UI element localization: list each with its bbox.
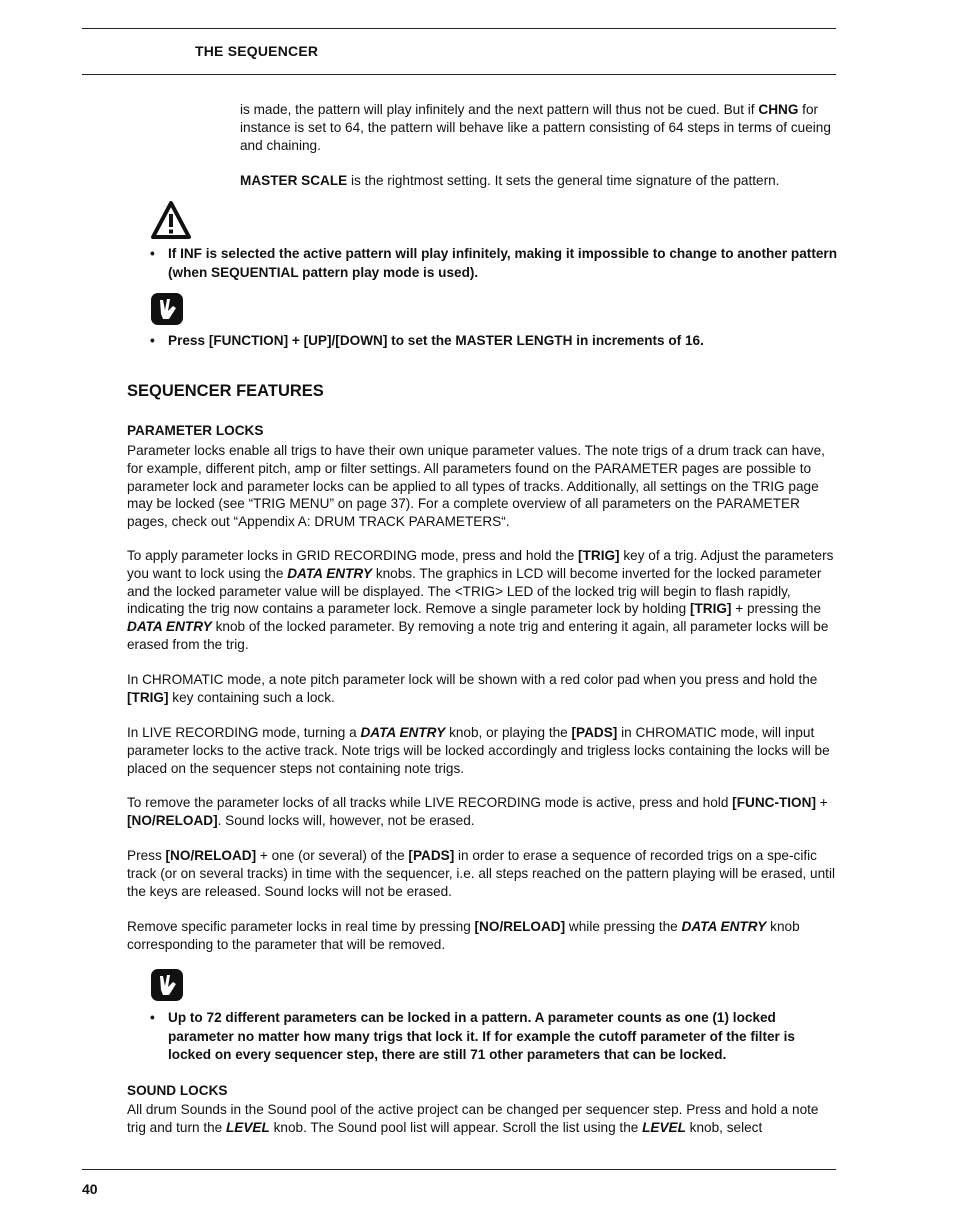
page-number: 40 xyxy=(82,1181,98,1197)
hand-note-icon xyxy=(150,968,184,1002)
hand-note-icon xyxy=(150,292,184,326)
subheading-parameter-locks: PARAMETER LOCKS xyxy=(127,423,264,438)
running-header: THE SEQUENCER xyxy=(195,43,319,59)
sound-locks-paragraph-1: All drum Sounds in the Sound pool of the active project can be changed per sequencer step. Press and hold a note trig and turn the LEVEL knob. The Sound pool list will appear. Scroll the list using the LEVEL knob, select xyxy=(127,1102,819,1135)
param-locks-paragraph-4: In LIVE RECORDING mode, turning a DATA ENTRY knob, or playing the [PADS] in CHROMATIC mode, will input parameter locks to the active track. Note trigs will be locked accordingly and trigless locks containing the locks will be placed on the sequencer steps not containing note trigs. xyxy=(127,725,830,776)
max-locks-note: • Up to 72 different parameters can be locked in a pattern. A parameter counts as one (1) locked parameter no matter how many trigs that lock it. If for example the cutoff parameter of the filter is locked on every sequencer step, there are still 71 other parameters that can be locked. xyxy=(150,1010,795,1062)
section-heading: SEQUENCER FEATURES xyxy=(127,382,324,400)
param-locks-paragraph-1: Parameter locks enable all trigs to have their own unique parameter values. The note trigs of a drum track can have, for example, different pitch, amp or filter settings. All parameters found on the PARAMETER pages are possible to parameter lock and parameter locks can be applied to all types of tracks. Additionally, all settings on the TRIG page may be locked (see “TRIG MENU” on page 37). For a complete overview of all parameters on the PARAMETER pages, check out “Appendix A: DRUM TRACK PARAMETERS“. xyxy=(127,443,825,530)
master-length-note: • Press [FUNCTION] + [UP]/[DOWN] to set the MASTER LENGTH in increments of 16. xyxy=(150,333,704,348)
intro-paragraph-2: MASTER SCALE is the rightmost setting. It sets the general time signature of the pattern. xyxy=(240,173,780,188)
param-locks-paragraph-3: In CHROMATIC mode, a note pitch parameter lock will be shown with a red color pad when you press and hold the [TRIG] key containing such a lock. xyxy=(127,672,818,705)
intro-paragraph-1: is made, the pattern will play infinitely and the next pattern will thus not be cued. But if CHNG for instance is set to 64, the pattern will behave like a pattern consisting of 64 steps in terms of cueing and chaining. xyxy=(240,102,831,153)
param-locks-paragraph-7: Remove specific parameter locks in real time by pressing [NO/RELOAD] while pressing the DATA ENTRY knob corresponding to the parameter that will be removed. xyxy=(127,919,800,952)
param-locks-paragraph-6: Press [NO/RELOAD] + one (or several) of the [PADS] in order to erase a sequence of recorded trigs on a spe-cific track (or on several tracks) in time with the sequencer, i.e. all steps reached on the pattern playing will be erased, until the keys are released. Sound locks will not be erased. xyxy=(127,848,835,899)
warning-triangle-icon xyxy=(150,200,192,240)
header-rule xyxy=(82,74,836,75)
footer-rule xyxy=(82,1169,836,1170)
top-rule xyxy=(82,28,836,29)
param-locks-paragraph-5: To remove the parameter locks of all tracks while LIVE RECORDING mode is active, press and hold [FUNC-TION] + [NO/RELOAD]. Sound locks will, however, not be erased. xyxy=(127,795,828,828)
param-locks-paragraph-2: To apply parameter locks in GRID RECORDING mode, press and hold the [TRIG] key of a trig. Adjust the parameters you want to lock using the DATA ENTRY knobs. The graphics in LCD will become inverted for the locked parameter and the locked parameter value will be displayed. The <TRIG> LED of the locked trig will begin to flash rapidly, indicating the trig now contains a parameter lock. Remove a single parameter lock by holding [TRIG] + pressing the DATA ENTRY knob of the locked parameter. By removing a note trig and entering it again, all parameter locks will be erased from the trig. xyxy=(127,548,834,652)
subheading-sound-locks: SOUND LOCKS xyxy=(127,1083,228,1098)
warning-note: • If INF is selected the active pattern will play infinitely, making it impossible to change to another pattern (when SEQUENTIAL pattern play mode is used). xyxy=(150,246,837,280)
